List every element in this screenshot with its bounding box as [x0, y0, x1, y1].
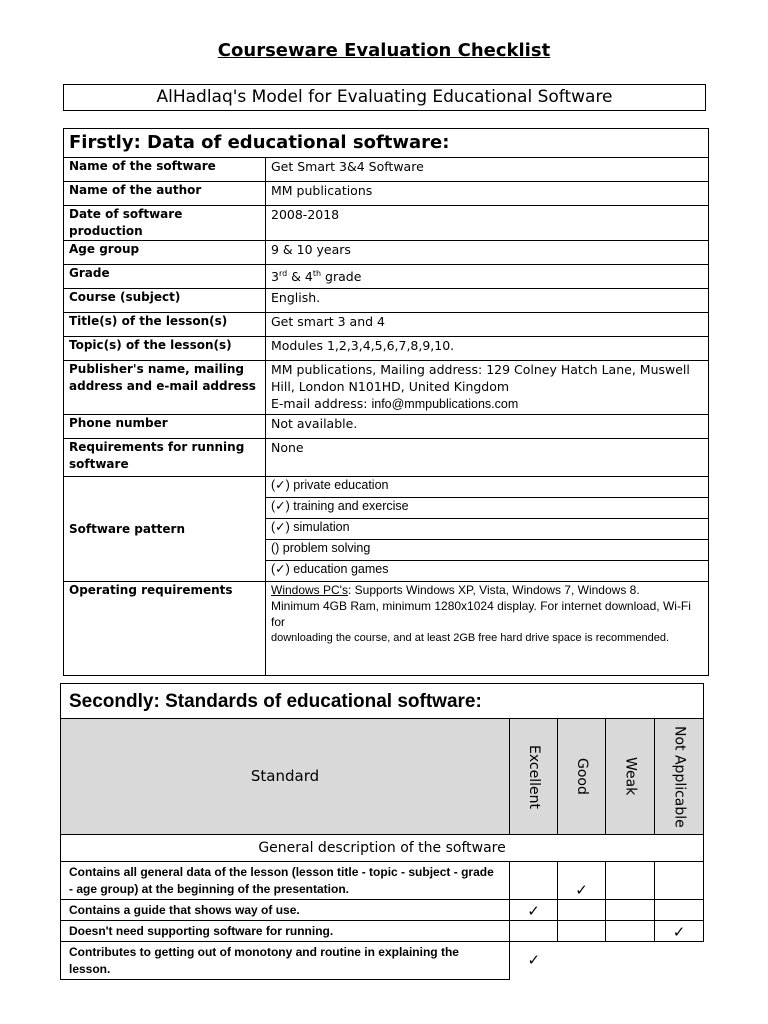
criterion: Contains all general data of the lesson (lesson title - topic - subject - grade - age group) at the beginning of the presentation. — [61, 862, 510, 900]
rating-cell[interactable] — [510, 921, 558, 942]
col-good — [558, 719, 606, 835]
field-label: Topic(s) of the lesson(s) — [64, 337, 266, 361]
rating-cell[interactable] — [655, 942, 704, 980]
field-label: Course (subject) — [64, 289, 266, 313]
grade-sup: rd — [278, 269, 288, 278]
field-label: Date of software production — [64, 206, 266, 241]
field-label: Name of the software — [64, 158, 266, 182]
table-row — [64, 265, 709, 289]
checkmark-icon: ✓ — [575, 881, 588, 899]
rating-cell[interactable] — [606, 942, 655, 980]
rating-cell[interactable] — [558, 900, 606, 921]
field-value: Get Smart 3&4 Software — [266, 158, 709, 182]
col-good-label: Good — [574, 758, 590, 795]
grade-part: 3 — [271, 269, 279, 285]
pattern-item: (✓) private education — [266, 477, 709, 498]
table-row — [61, 900, 704, 921]
table-row — [64, 582, 709, 676]
field-label: Requirements for running software — [64, 439, 266, 477]
rating-cell[interactable] — [558, 862, 606, 900]
rating-cell[interactable] — [606, 921, 655, 942]
criterion: Contains a guide that shows way of use. — [61, 900, 510, 921]
field-value: 2008-2018 — [266, 206, 709, 241]
rating-cell[interactable] — [606, 862, 655, 900]
section2-heading: Secondly: Standards of educational software: — [61, 684, 704, 719]
field-label: Software pattern — [64, 477, 266, 582]
field-value — [266, 582, 709, 676]
pattern-item: () problem solving — [266, 540, 709, 561]
checkmark-icon: ✓ — [672, 923, 686, 941]
column-header-row — [61, 719, 704, 835]
table-row — [64, 241, 709, 265]
table-row — [64, 477, 709, 498]
field-value: English. — [266, 289, 709, 313]
rating-cell[interactable] — [510, 900, 558, 921]
rating-cell[interactable] — [510, 862, 558, 900]
section1-heading: Firstly: Data of educational software: — [64, 129, 709, 158]
grade-sup: th — [312, 269, 322, 278]
download-req: downloading the course, and at least 2GB free hard drive space is recommended. — [271, 632, 670, 644]
table-row — [61, 862, 704, 900]
field-label: Age group — [64, 241, 266, 265]
rating-cell[interactable] — [510, 942, 558, 980]
standards-table — [60, 683, 704, 980]
table-row — [64, 158, 709, 182]
field-value: Not available. — [266, 415, 709, 439]
publisher-address: MM publications, Mailing address: 129 Colney Hatch Lane, Muswell Hill, London N101HD, United Kingdom — [271, 362, 690, 394]
hardware-req: Minimum 4GB Ram, minimum 1280x1024 display. For internet download, Wi-Fi for — [271, 599, 691, 629]
col-na — [655, 719, 704, 835]
email-label: E-mail address: — [271, 396, 372, 411]
checkmark-icon: ✓ — [527, 951, 541, 970]
field-label: Grade — [64, 265, 266, 289]
criterion: Contributes to getting out of monotony and routine in explaining the lesson. — [61, 942, 510, 980]
rating-cell[interactable] — [655, 862, 704, 900]
windows-link: Windows PC's — [271, 583, 348, 597]
col-excellent-label: Excellent — [526, 744, 542, 809]
col-na-label: Not Applicable — [671, 725, 688, 828]
pattern-item: (✓) simulation — [266, 519, 709, 540]
table-row — [64, 313, 709, 337]
field-value: 9 & 10 years — [266, 241, 709, 265]
rating-cell[interactable] — [558, 942, 606, 980]
field-label: Name of the author — [64, 182, 266, 206]
table-row — [61, 942, 704, 980]
field-value: None — [266, 439, 709, 477]
rating-cell[interactable] — [558, 921, 606, 942]
document-title: Courseware Evaluation Checklist — [217, 40, 551, 61]
table-row — [64, 439, 709, 477]
table-row — [64, 182, 709, 206]
group-heading: General description of the software — [61, 835, 704, 862]
rating-cell[interactable] — [655, 921, 704, 942]
pattern-item: (✓) education games — [266, 561, 709, 582]
table-row — [64, 337, 709, 361]
field-label: Publisher's name, mailing address and e-mail address — [64, 361, 266, 415]
field-label: Title(s) of the lesson(s) — [64, 313, 266, 337]
field-value: Get smart 3 and 4 — [266, 313, 709, 337]
field-label: Phone number — [64, 415, 266, 439]
rating-cell[interactable] — [606, 900, 655, 921]
col-weak-label: Weak — [622, 757, 639, 796]
table-row — [64, 289, 709, 313]
checkmark-icon: ✓ — [527, 902, 540, 920]
col-excellent — [510, 719, 558, 835]
table-row — [64, 415, 709, 439]
rating-cell[interactable] — [655, 900, 704, 921]
pattern-item: (✓) training and exercise — [266, 498, 709, 519]
software-data-table — [63, 128, 709, 676]
field-label: Operating requirements — [64, 582, 266, 676]
os-support: : Supports Windows XP, Vista, Windows 7, Windows 8. — [347, 583, 640, 597]
col-weak — [606, 719, 655, 835]
grade-part: & 4 — [287, 269, 313, 285]
criterion: Doesn't need supporting software for running. — [61, 921, 510, 942]
field-value: Modules 1,2,3,4,5,6,7,8,9,10. — [266, 337, 709, 361]
table-row — [64, 361, 709, 415]
grade-part: grade — [321, 269, 362, 285]
field-value: MM publications — [266, 182, 709, 206]
table-row — [61, 921, 704, 942]
email-address: info@mmpublications.com — [371, 397, 519, 411]
model-title: AlHadlaq's Model for Evaluating Educational Software — [63, 84, 706, 111]
field-value — [266, 361, 709, 415]
field-value — [266, 265, 709, 289]
col-standard: Standard — [61, 719, 510, 835]
table-row — [64, 206, 709, 241]
